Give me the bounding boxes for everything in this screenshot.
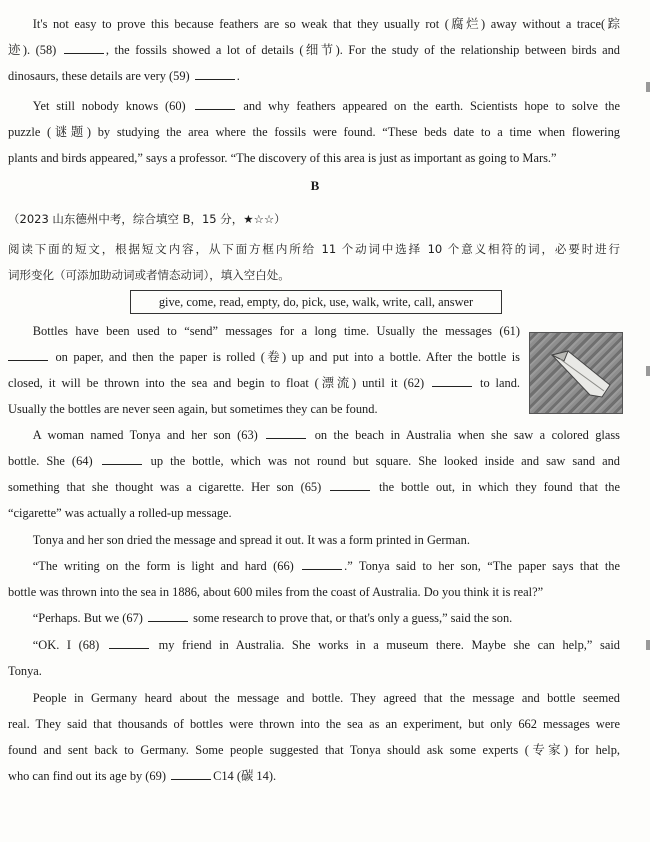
paragraph-dried-message [8, 527, 620, 553]
paragraph-perhaps [8, 605, 620, 631]
text-line: “The writing on the form is light and hard (66) .” Tonya said to her son, “The paper says that the [32, 559, 620, 573]
blank-60[interactable] [195, 97, 235, 110]
blank-66[interactable] [302, 557, 342, 570]
text-line: plants and birds appeared,” says a professor. “The discovery of this area is just as important as going to Mars.” [8, 151, 557, 165]
blank-63[interactable] [266, 426, 306, 439]
instructions [8, 236, 620, 288]
text-line: dinosaurs, these details are very (59) . [8, 69, 240, 83]
text-line: something that she thought was a cigarette. Her son (65) the bottle out, in which they found that the [8, 480, 620, 494]
section-heading-b: B [310, 178, 320, 193]
text-line: Usually the bottles are never seen again, but sometimes they can be found. [8, 402, 378, 416]
edge-mark [646, 366, 650, 376]
blank-58[interactable] [64, 41, 104, 54]
bottle-photo [529, 332, 623, 414]
text-line: bottle. She (64) up the bottle, which was not round but square. She looked inside and saw sand and [8, 454, 620, 468]
paragraph-feathers [8, 11, 620, 89]
text-line: puzzle (谜题) by studying the area where the fossils were found. “These beds date to a time when flowering [8, 125, 620, 139]
blank-68[interactable] [109, 636, 149, 649]
text-line: “Perhaps. But we (67) some research to prove that, or that's only a guess,” said the son. [32, 611, 513, 625]
paragraph-scientists [8, 93, 620, 171]
blank-65[interactable] [330, 478, 370, 491]
text-line: Bottles have been used to “send” messages for a long time. Usually the messages (61) [32, 324, 520, 338]
source-line: （2023 山东德州中考，综合填空 B，15 分，★☆☆） [8, 212, 286, 226]
text-line: “OK. I (68) my friend in Australia. She works in a museum there. Maybe she can help,” said [32, 638, 620, 652]
text-line: Tonya and her son dried the message and spread it out. It was a form printed in German. [32, 533, 470, 547]
paragraph-germany [8, 685, 620, 789]
edge-mark [646, 82, 650, 92]
blank-69[interactable] [171, 767, 211, 780]
bottle-icon [530, 333, 622, 413]
blank-62[interactable] [432, 374, 472, 387]
text-line: Yet still nobody knows (60) and why feathers appeared on the earth. Scientists hope to solve the [32, 99, 620, 113]
instruction-line: 词形变化（可添加助动词或者情态动词），填入空白处。 [8, 268, 290, 282]
blank-59[interactable] [195, 67, 235, 80]
text-line: real. They said that thousands of bottles were thrown into the sea as an experiment, but only 662 messages were [8, 717, 620, 731]
text-line: “cigarette” was actually a rolled-up message. [8, 506, 232, 520]
paragraph-ok [8, 632, 620, 684]
text-line: found and sent back to Germany. Some people suggested that Tonya should ask some experts (专家) for help, [8, 743, 620, 757]
text-line: who can find out its age by (69) C14 (碳 14). [8, 769, 277, 783]
text-line: It's not easy to prove this because feathers are so weak that they usually rot (腐烂) away without a trace(踪 [32, 17, 620, 31]
text-line: 迹). (58) , the fossils showed a lot of details (细节). For the study of the relationship between birds and [8, 43, 620, 57]
paragraph-bottles [8, 318, 520, 422]
text-line: bottle was thrown into the sea in 1886, about 600 miles from the coast of Australia. Do you think it is real?” [8, 585, 544, 599]
text-line: on paper, and then the paper is rolled (卷) up and put into a bottle. After the bottle is [8, 344, 520, 370]
blank-67[interactable] [148, 609, 188, 622]
word-bank-box: give, come, read, empty, do, pick, use, walk, write, call, answer [130, 290, 502, 314]
paragraph-writing-form [8, 553, 620, 605]
text-line: Tonya. [8, 664, 42, 678]
text-line: People in Germany heard about the message and bottle. They agreed that the message and bottle seemed [32, 691, 620, 705]
blank-61[interactable] [8, 348, 48, 361]
blank-64[interactable] [102, 452, 142, 465]
paragraph-tonya-beach [8, 422, 620, 526]
edge-mark [646, 640, 650, 650]
text-line: closed, it will be thrown into the sea and begin to float (漂流) until it (62) to land. [8, 376, 520, 390]
text-line: A woman named Tonya and her son (63) on the beach in Australia when she saw a colored glass [32, 428, 620, 442]
instruction-line: 阅读下面的短文，根据短文内容，从下面方框内所给 11 个动词中选择 10 个意义相符的词，必要时进行 [8, 242, 620, 256]
